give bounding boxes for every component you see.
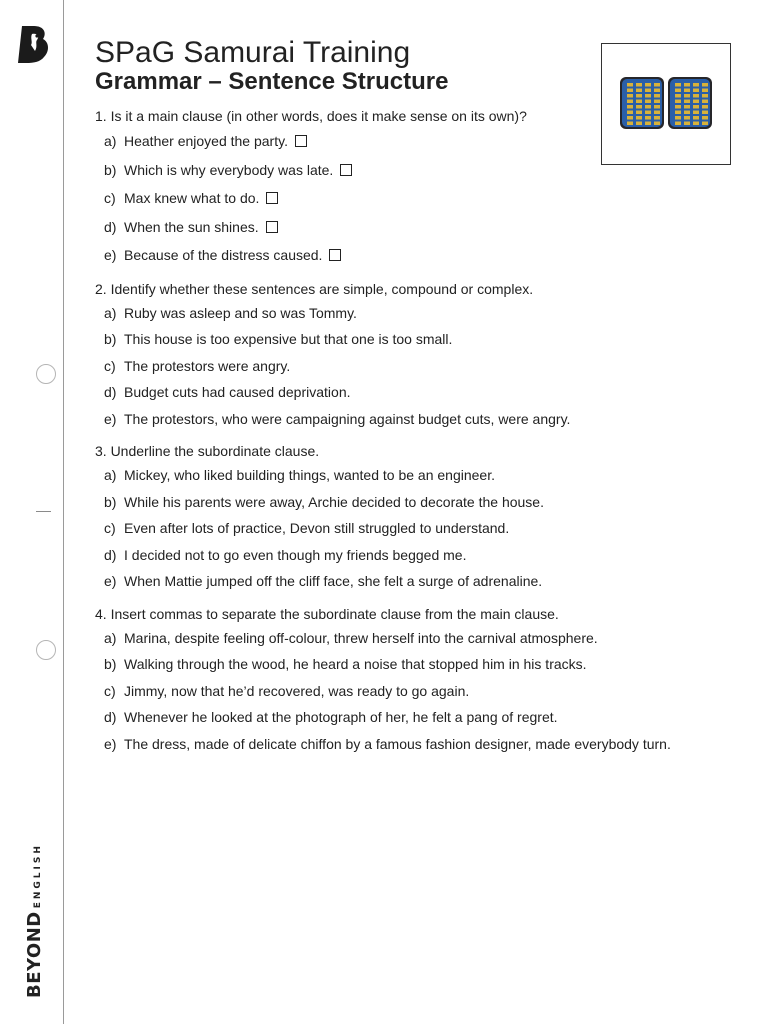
question-4 <box>95 603 735 758</box>
list-item <box>95 406 735 433</box>
item-text: Ruby was asleep and so was Tommy. <box>124 304 357 321</box>
answer-list <box>95 625 735 758</box>
worksheet-content <box>95 105 735 757</box>
item-letter: a) <box>104 304 117 321</box>
item-text: Max knew what to do. <box>124 190 260 206</box>
item-letter: e) <box>104 573 117 589</box>
answer-checkbox[interactable] <box>329 249 341 261</box>
answer-list <box>95 300 735 433</box>
brand-word-english: ENGLISH <box>33 843 43 909</box>
list-item <box>95 568 735 595</box>
beyond-b-logo-icon <box>16 24 50 64</box>
list-item <box>95 213 735 242</box>
list-item <box>95 542 735 569</box>
question-3 <box>95 440 735 595</box>
item-text: I decided not to go even though my friends begged me. <box>124 546 467 563</box>
question-prompt: 4. Insert commas to separate the subordinate clause from the main clause. <box>95 605 559 622</box>
item-text: Walking through the wood, he heard a noise that stopped him in his tracks. <box>124 656 587 672</box>
list-item <box>95 515 735 542</box>
item-text: Even after lots of practice, Devon still struggled to understand. <box>124 520 510 536</box>
list-item <box>95 127 735 156</box>
item-text: When the sun shines. <box>124 218 259 235</box>
item-text: Budget cuts had caused deprivation. <box>124 384 351 400</box>
item-letter: a) <box>104 133 117 149</box>
binder-hole <box>36 640 56 660</box>
list-item <box>95 651 735 678</box>
item-text: The protestors, who were campaigning against budget cuts, were angry. <box>124 410 571 427</box>
item-letter: e) <box>104 410 117 427</box>
item-text: Whenever he looked at the photograph of her, he felt a pang of regret. <box>124 709 558 725</box>
list-item <box>95 300 735 327</box>
item-text: Which is why everybody was late. <box>124 161 334 178</box>
item-text: Heather enjoyed the party. <box>124 133 288 149</box>
item-text: When Mattie jumped off the cliff face, she felt a surge of adrenaline. <box>124 573 543 589</box>
answer-checkbox[interactable] <box>266 221 278 233</box>
list-item <box>95 731 735 758</box>
item-letter: d) <box>104 546 117 563</box>
page-title: SPaG Samurai Training <box>95 36 411 69</box>
item-text: The dress, made of delicate chiffon by a famous fashion designer, made everybody turn. <box>124 735 671 752</box>
item-text: This house is too expensive but that one is too small. <box>124 331 453 347</box>
item-letter: b) <box>104 331 117 347</box>
answer-checkbox[interactable] <box>266 192 278 204</box>
item-letter: a) <box>104 467 117 483</box>
list-item <box>95 462 735 489</box>
item-letter: a) <box>104 629 117 646</box>
question-prompt: 1. Is it a main clause (in other words, does it make sense on its own)? <box>95 108 527 124</box>
item-letter: d) <box>104 384 117 400</box>
item-letter: c) <box>104 520 116 536</box>
question-1 <box>95 105 735 270</box>
list-item <box>95 241 735 270</box>
item-letter: c) <box>104 190 116 206</box>
list-item <box>95 156 735 185</box>
item-text: Marina, despite feeling off-colour, threw herself into the carnival atmosphere. <box>124 629 598 646</box>
item-text: The protestors were angry. <box>124 357 291 374</box>
item-letter: d) <box>104 709 117 725</box>
list-item <box>95 184 735 213</box>
brand-word-beyond: BEYOND <box>24 911 45 998</box>
list-item <box>95 625 735 652</box>
brand-vertical <box>24 843 45 998</box>
margin-rule <box>63 0 64 1024</box>
item-letter: b) <box>104 161 117 178</box>
list-item <box>95 489 735 516</box>
question-prompt: 2. Identify whether these sentences are simple, compound or complex. <box>95 280 534 297</box>
answer-list <box>95 462 735 595</box>
question-2 <box>95 278 735 433</box>
binder-hole <box>36 364 56 384</box>
item-letter: b) <box>104 656 117 672</box>
item-text: While his parents were away, Archie decided to decorate the house. <box>124 493 544 510</box>
item-letter: c) <box>104 682 116 699</box>
answer-list <box>95 127 735 270</box>
item-letter: c) <box>104 357 116 374</box>
item-letter: e) <box>104 247 117 263</box>
item-letter: d) <box>104 218 117 235</box>
answer-checkbox[interactable] <box>340 164 352 176</box>
item-text: Jimmy, now that he’d recovered, was ready to go again. <box>124 682 470 699</box>
list-item <box>95 704 735 731</box>
list-item <box>95 678 735 705</box>
item-text: Because of the distress caused. <box>124 247 323 263</box>
list-item <box>95 326 735 353</box>
answer-checkbox[interactable] <box>295 135 307 147</box>
page-subtitle: Grammar – Sentence Structure <box>95 68 449 95</box>
list-item <box>95 379 735 406</box>
fold-mark <box>36 511 51 512</box>
list-item <box>95 353 735 380</box>
item-letter: e) <box>104 735 117 752</box>
question-prompt: 3. Underline the subordinate clause. <box>95 443 320 459</box>
item-letter: b) <box>104 493 117 510</box>
item-text: Mickey, who liked building things, wanted to be an engineer. <box>124 467 495 483</box>
